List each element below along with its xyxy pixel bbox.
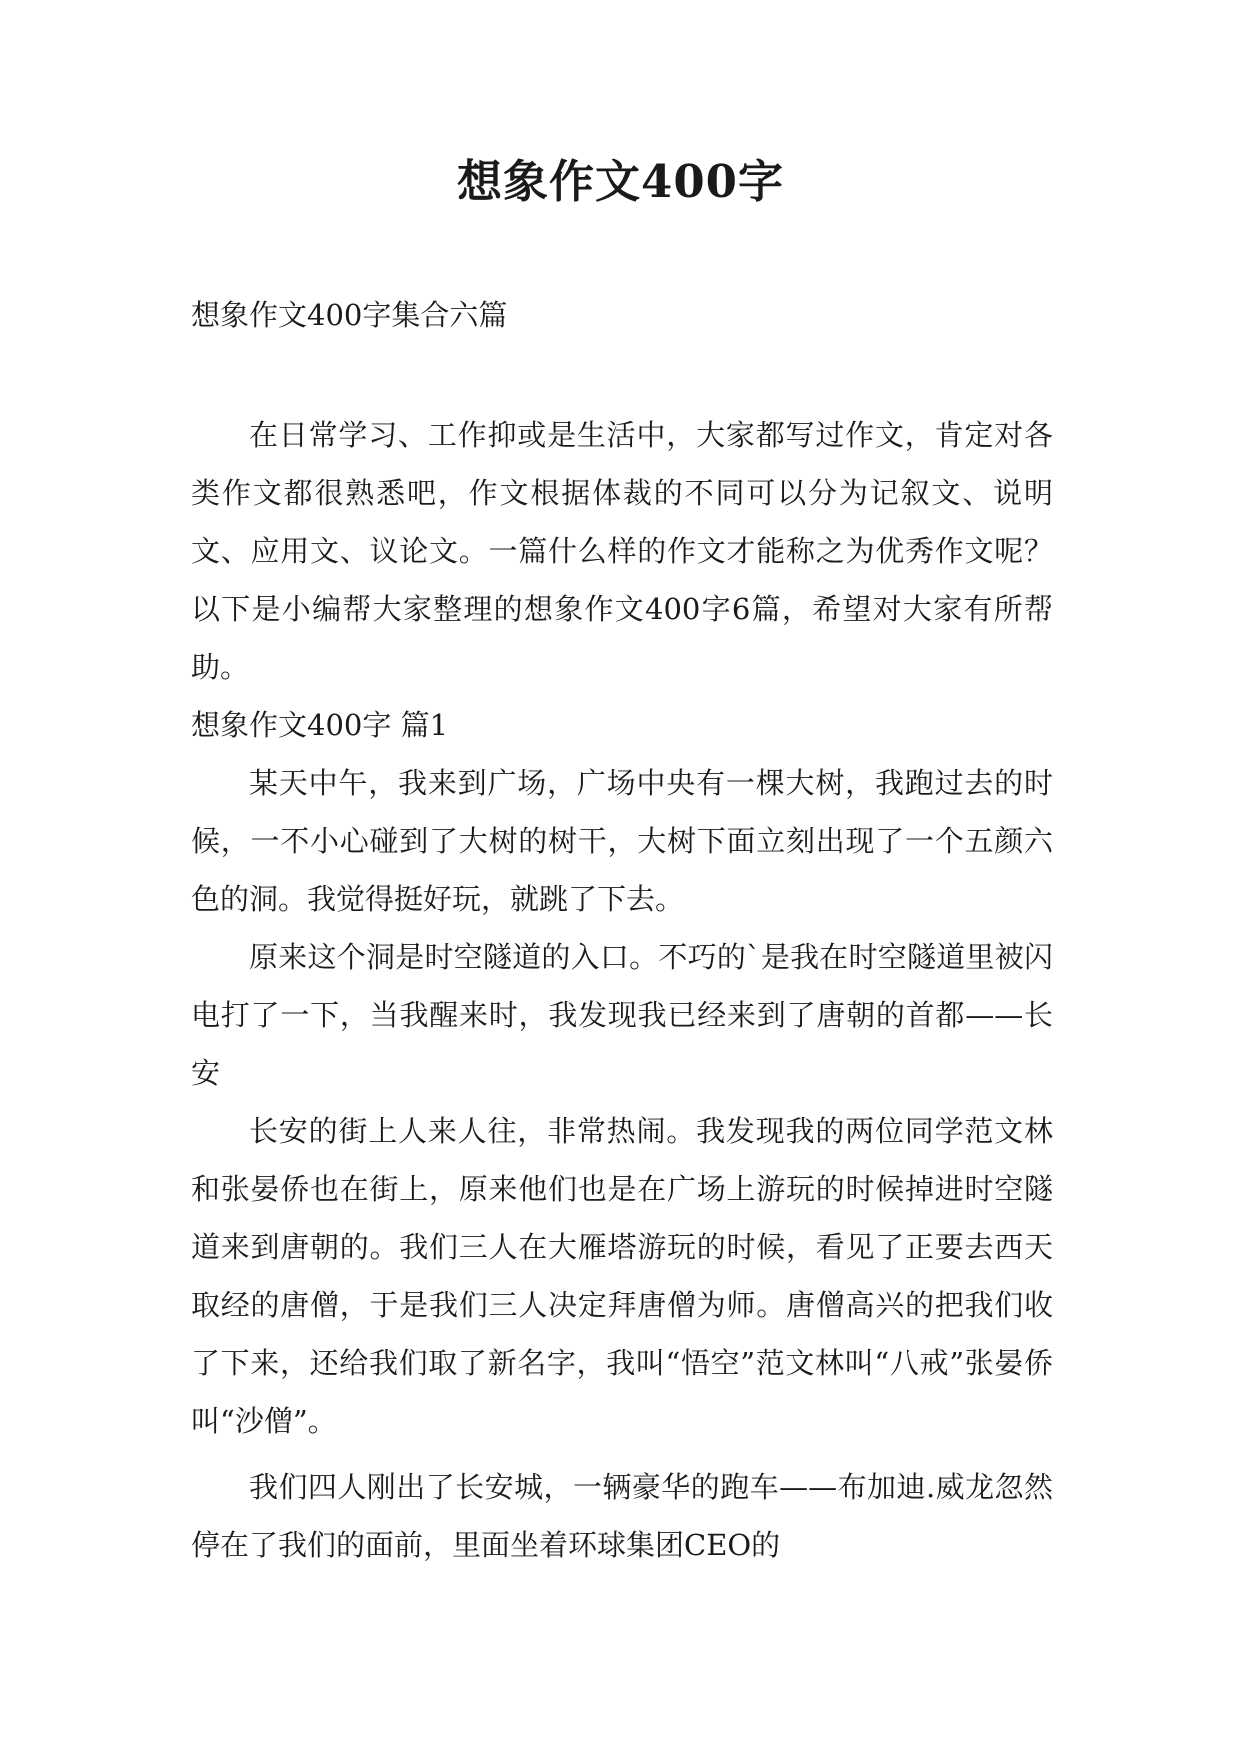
body-paragraph: 长安的街上人来人往，非常热闹。我发现我的两位同学范文林和张晏侨也在街上，原来他们也是在广场上游玩的时候掉进时空隧道来到唐朝的。我们三人在大雁塔游玩的时候，看见了正要去西天取经的唐僧，于是我们三人决定拜唐僧为师。唐僧高兴的把我们收了下来，还给我们取了新名字，我叫“悟空”范文林叫“八戒”张晏侨叫“沙僧”。 [191,1114,1053,1438]
body-paragraph: 某天中午，我来到广场，广场中央有一棵大树，我跑过去的时候，一不小心碰到了大树的树干，大树下面立刻出现了一个五颜六色的洞。我觉得挺好玩，就跳了下去。 [191,766,1053,916]
document-body [191,406,1053,1574]
body-paragraph: 原来这个洞是时空隧道的入口。不巧的`是我在时空隧道里被闪电打了一下，当我醒来时，我发现我已经来到了唐朝的首都——长安 [191,940,1053,1090]
intro-paragraph: 在日常学习、工作抑或是生活中，大家都写过作文，肯定对各类作文都很熟悉吧，作文根据体裁的不同可以分为记叙文、说明文、应用文、议论文。一篇什么样的作文才能称之为优秀作文呢？以下是小编帮大家整理的想象作文400字6篇，希望对大家有所帮助。 [191,418,1053,684]
section-heading: 想象作文400字 篇1 [191,708,449,742]
body-paragraph: 我们四人刚出了长安城，一辆豪华的跑车——布加迪.威龙忽然停在了我们的面前，里面坐着环球集团CEO的 [191,1470,1053,1562]
document-title: 想象作文400字 [457,155,784,208]
document-subtitle: 想象作文400字集合六篇 [191,298,508,332]
